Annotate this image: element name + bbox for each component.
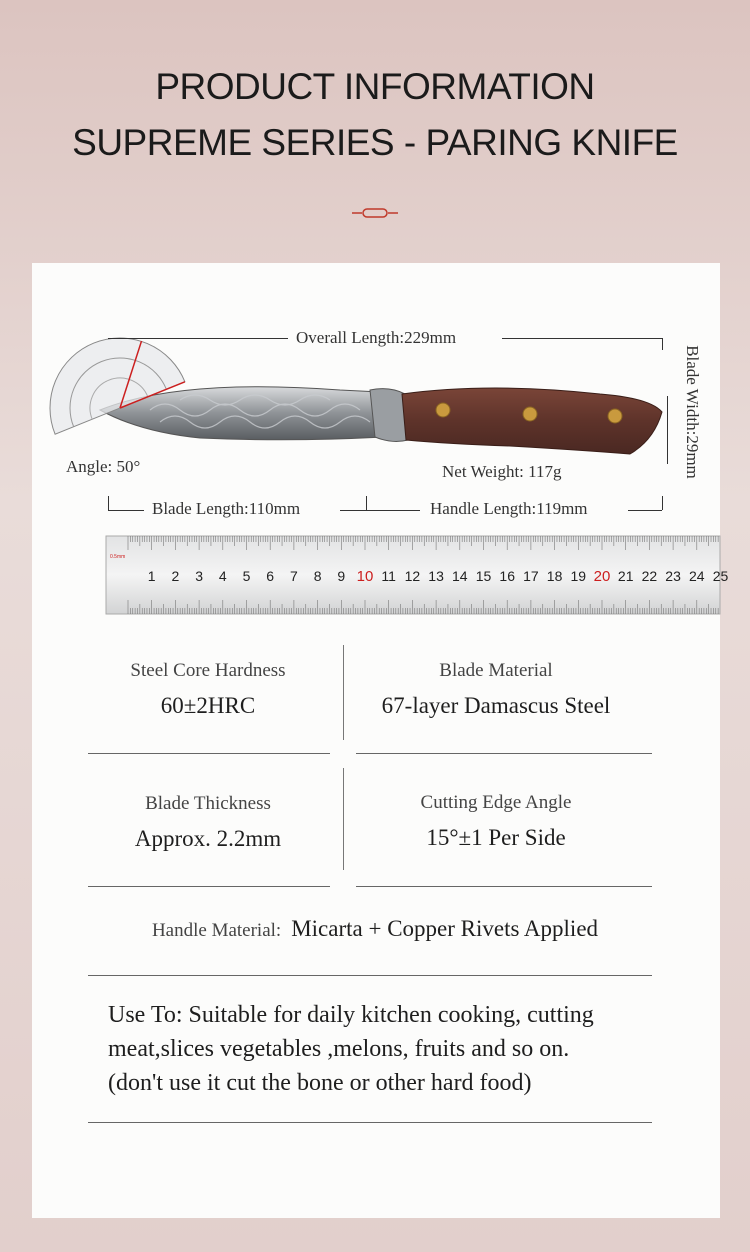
overall-length-line-left [108,338,288,339]
blade-length-tick [108,496,109,510]
handle-material-label: Handle Material: [151,920,282,941]
page-title: PRODUCT INFORMATION [155,66,595,107]
ruler-number: 13 [428,568,444,584]
ruler-number: 7 [290,568,298,584]
net-weight-label: Net Weight: 117g [442,462,562,481]
ruler-number: 11 [381,568,396,584]
ruler-number: 8 [313,568,322,584]
ruler-number: 12 [404,568,421,584]
handle-material-value: Micarta + Copper Rivets Applied [291,916,599,941]
usage-divider [88,1122,652,1123]
ruler-number: 15 [475,568,492,584]
ruler-number: 5 [242,568,251,584]
spec-divider-row1-left [88,753,330,754]
blade-material-value: 67-layer Damascus Steel [381,693,611,718]
ruler-number: 25 [712,568,729,584]
handle-length-tick [662,496,663,510]
usage-description [108,998,668,1100]
page-subtitle: SUPREME SERIES - PARING KNIFE [72,122,678,163]
cutting-edge-angle-label: Cutting Edge Angle [420,792,572,813]
spec-divider-vertical-1 [343,645,344,740]
blade-length-line-left [108,510,144,511]
ruler-number: 18 [546,568,563,584]
usage-line-3: (don't use it cut the bone or other hard food) [108,1070,532,1096]
ruler-number: 14 [452,568,468,584]
overall-length-label: Overall Length:229mm [296,328,457,347]
measuring-ruler [106,536,729,614]
decorative-divider-icon [352,206,398,220]
handle-length-line-right [628,510,662,511]
ruler-number: 17 [523,568,539,584]
spec-divider-row1-right [356,753,652,754]
angle-label: Angle: 50° [66,457,141,476]
ruler-unit-label: 0.5mm [110,554,126,560]
spec-divider-row2-right [356,886,652,887]
cutting-edge-angle-value: 15°±1 Per Side [426,825,566,850]
usage-line-2: meat,slices vegetables ,melons, fruits and so on. [108,1036,570,1062]
steel-core-hardness-label: Steel Core Hardness [130,660,286,681]
ruler-number: 23 [665,568,681,584]
handle-material-row [0,916,750,942]
ruler-number: 16 [499,568,515,584]
ruler-number: 6 [266,568,275,584]
overall-length-tick [662,338,663,350]
ruler-number: 10 [356,568,374,585]
ruler-number: 20 [593,568,611,585]
ruler-number: 22 [641,568,658,584]
blade-length-label: Blade Length:110mm [152,499,301,518]
blade-thickness-value: Approx. 2.2mm [134,826,282,851]
spec-divider-vertical-2 [343,768,344,870]
handle-length-label: Handle Length:119mm [430,499,588,518]
ruler-number: 9 [337,568,346,584]
blade-thickness-label: Blade Thickness [145,793,271,814]
divider-tick [366,496,367,510]
blade-width-line [667,396,668,464]
ruler-number: 4 [218,568,227,584]
usage-line-1: Use To: Suitable for daily kitchen cooking, cutting [108,1002,594,1028]
blade-material-label: Blade Material [439,660,553,681]
ruler-number: 24 [689,568,705,584]
blade-width-wrapper [672,334,702,504]
spec-divider-row2-left [88,886,330,887]
blade-width-label: Blade Width:29mm [683,345,702,479]
ruler-number: 21 [617,568,634,584]
ruler-number: 3 [195,568,203,584]
handle-material-divider [88,975,652,976]
ruler-number: 1 [147,568,156,584]
steel-core-hardness-value: 60±2HRC [160,693,256,718]
blade-length-line-right [340,510,420,511]
overall-length-line-right [502,338,662,339]
ruler-number: 2 [171,568,180,584]
ruler-number: 19 [570,568,587,584]
